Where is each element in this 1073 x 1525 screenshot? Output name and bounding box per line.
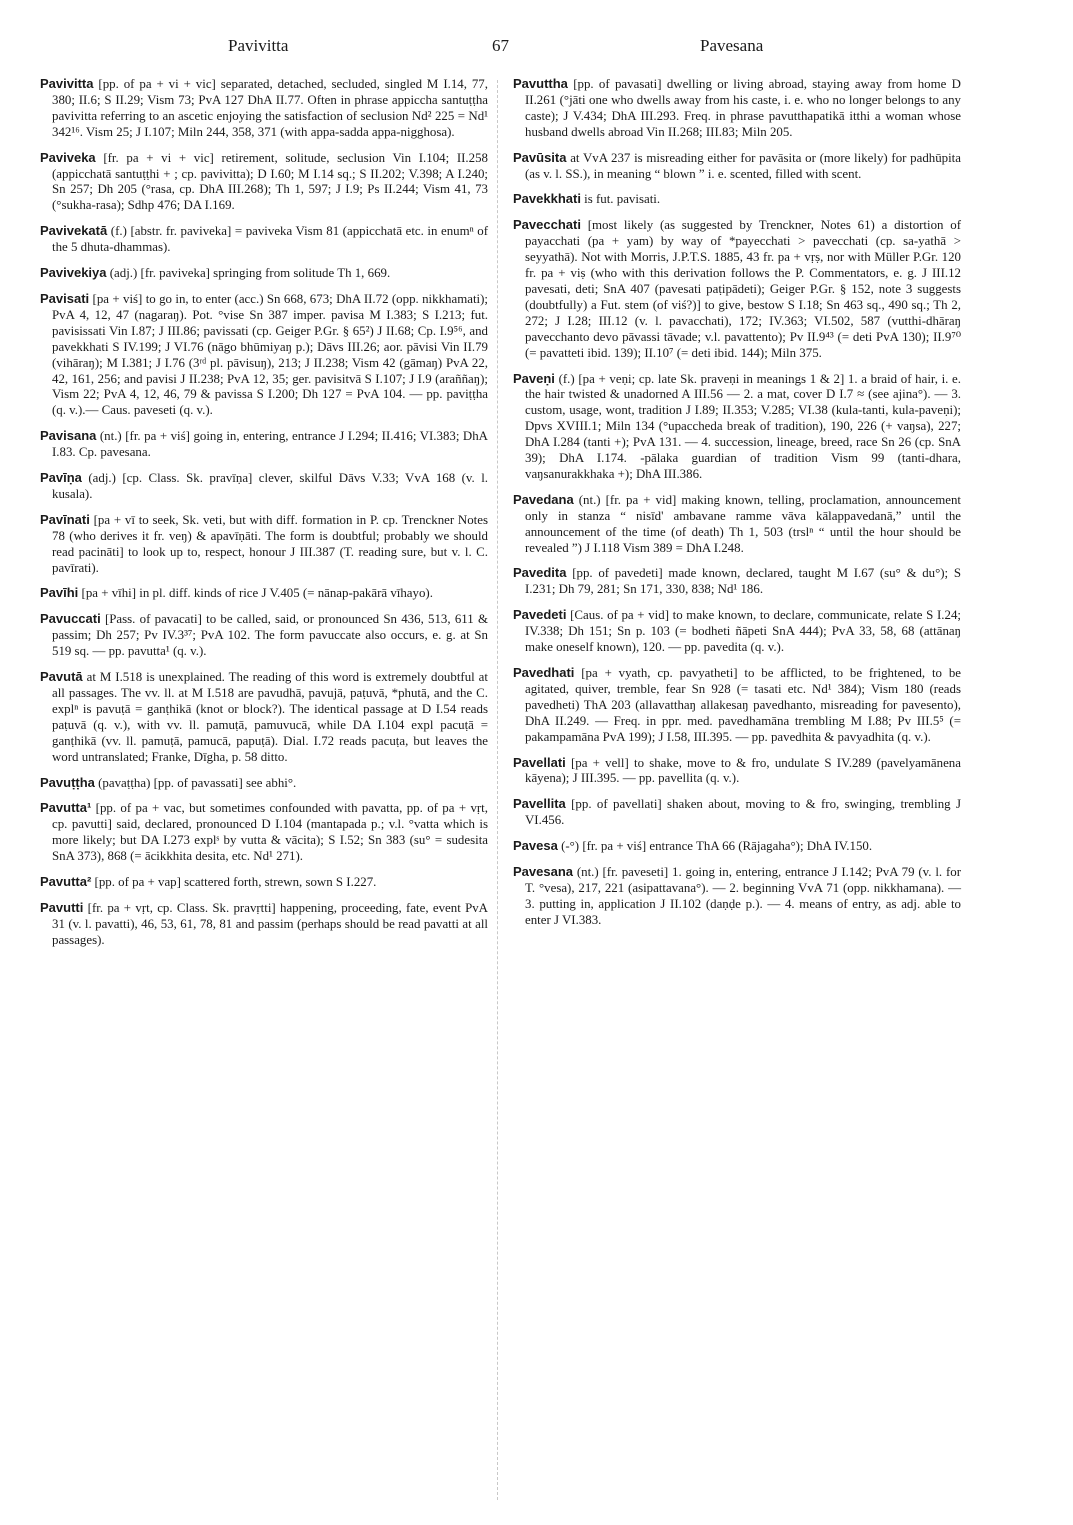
dictionary-entry — [40, 800, 488, 865]
entry-headword: Pavīhi — [40, 585, 79, 601]
entry-headword: Pavutta² — [40, 874, 92, 890]
entry-body: (nt.) [fr. pa + viś] going in, entering, entrance J I.294; II.416; VI.383; DhA I.83. Cp. pavesana. — [52, 429, 488, 460]
entry-body: [most likely (as suggested by Trenckner, Notes 61) a distortion of payacchati (pa + yam) by way of *payecchati > pavecchati (cp. sa-yathā > seyyathā). Not with Morris, J.P.T.S. 1885, 43 fr. pa + vṛṣ, nor with Müller P.Gr. 120 fr. pa + viṣ (who with this derivation follows the P. Commentators, e. g. J III.12 pavesati, deti; SnA 407 (pavesati paṭipādeti); Geiger P.Gr. § 152, note 3 suggests (doubtfully) a Fut. stem (of viś?)] to give, bestow S I.18; Sn 463 sq., 490 sq.; Th 2, 272; J I.28; III.12 (v. l. pavacchati), 172; IV.363; VI.502, 587 (vutthi-dhāraŋ pavecchanto devo pāvassi tāvade; v.l. pavattento); Pv II.9⁴³ (= deti PvA 130); II.9⁷⁰ (= pavatteti ibid. 139); II.10⁷ (= deti ibid. 144); Miln 375. — [525, 218, 961, 360]
entry-body: [pp. of pavedeti] made known, declared, taught M I.67 (su° & du°); S I.231; Dh 79, 281; Sn 171, 330, 838; Nd¹ 186. — [525, 566, 961, 597]
column-divider — [497, 80, 498, 1500]
entry-body: (f.) [pa + veṇi; cp. late Sk. praveṇi in meanings 1 & 2] 1. a braid of hair, i. e. the hair twisted & unadorned A III.56 — 2. a mat, cover D I.7 ≈ (see ajina°). — 3. custom, usage, wont, tradition J I.89; II.353; V.285; VI.38 (kula-tanti, kula-paveṇi); Dpvs XVIII.1; Miln 134 (°upaccheda break of tradition), 190, 226 (+ vaŋsa), 227; DhA I.284 (tanti +); PvA 131. — 4. succession, lineage, breed, race Sn 26 (cp. SnA 39); DhA I.174. -pālaka guardian of tradition Vism 99 (tanti-dhara, vaŋsanurakkhaka +); DhA III.386. — [525, 371, 961, 481]
entry-headword: Pavutti — [40, 899, 84, 915]
dictionary-entry — [513, 217, 961, 361]
entry-headword: Pavivitta — [40, 76, 94, 91]
dictionary-entry — [40, 265, 488, 282]
entry-body: at M I.518 is unexplained. The reading of this word is extremely doubtful at all passages. The vv. ll. at M I.518 are pavudhā, pavujā, paṭuvā, *phutā, and the C. explⁿ is pavuṭā = ganṭhikā (knot or block?). The identical passage at D I.54 reads paṭuvā (q. v.), with vv. ll. pamuṭā, pamuvucā, while DA I.104 expl pacuṭā = ganṭhikā (vv. ll. pamuṭā, pamucā, papuṭā). Dial. I.72 reads pacuṭa, but leaves the word untranslated; Franke, Dīgha, p. 58 ditto. — [52, 670, 488, 764]
dictionary-entry — [513, 371, 961, 483]
dictionary-entry — [40, 669, 488, 765]
dictionary-entry — [40, 611, 488, 660]
entry-headword: Paveṇi — [513, 370, 555, 386]
dictionary-entry — [513, 565, 961, 598]
entry-body: [Pass. of pavacati] to be called, said, or pronounced Sn 436, 513, 611 & passim; Dh 257; Pv IV.3³⁷; PvA 102. The form pavuccate also occurs, e. g. at Sn 519 sq. — pp. pavutta¹ (q. v.). — [52, 612, 488, 659]
entry-headword: Pavekkhati — [513, 191, 581, 207]
entry-headword: Pavedeti — [513, 607, 567, 623]
entry-body: [pa + vīhi] in pl. diff. kinds of rice J V.405 (= nānap-pakārā vīhayo). — [81, 586, 433, 601]
entry-headword: Pavisati — [40, 290, 90, 306]
dictionary-entry — [40, 900, 488, 949]
dictionary-entry — [40, 874, 488, 891]
dictionary-entry — [513, 492, 961, 557]
entry-body: [fr. pa + vṛt, cp. Class. Sk. pravṛtti] happening, proceeding, fate, event PvA 31 (v. l. pavatti), 46, 53, 61, 78, 81 and passim (perhaps should be read pavatti at all passages). — [52, 900, 488, 947]
entry-headword: Pavesana — [513, 864, 573, 880]
dictionary-entry — [40, 291, 488, 419]
entry-headword: Pavecchati — [513, 217, 581, 233]
entry-body: (nt.) [fr. paveseti] 1. going in, entering, entrance J I.142; PvA 79 (v. l. for T. °vesa), 217, 221 (asipattavana°). — 2. beginning VvA 71 (opp. nikkhamana). — 3. putting in, application J II.102 (daṇḍe p.). — 4. means of entry, as adj. able to enter J VI.383. — [525, 865, 961, 927]
entry-body: [pa + vyath, cp. pavyatheti] to be afflicted, to be frightened, to be agitated, quiver, tremble, fear Sn 928 (= tasati etc. Nd¹ 384); Vism 180 (reads pavedheti) ThA 203 (allavatthaŋ allakesaŋ pavedhanto, misreading for pavesento), DhA II.249. — Freq. in ppr. med. pavedhamāna trembling M I.88; Pv III.5⁵ (= pakampamāna PvA 199); J I.58, III.395. — pp. pavedhita & pavyadhita (q. v.). — [525, 666, 961, 744]
dictionary-entry — [513, 665, 961, 746]
entry-body: is fut. pavisati. — [584, 192, 661, 207]
header-right-guideword: Pavesana — [700, 36, 764, 55]
entry-body: [pp. of pavellati] shaken about, moving to & fro, swinging, trembling J VI.456. — [525, 797, 961, 828]
entry-body: (-°) [fr. pa + viś] entrance ThA 66 (Rājagaha°); DhA IV.150. — [561, 839, 873, 854]
dictionary-entry — [513, 76, 961, 141]
right-column — [513, 76, 961, 938]
entry-body: [pp. of pa + vac, but sometimes confounded with pavatta, pp. of pa + vṛt, cp. pavutti] said, declared, pronounced D I.104 (mantapada p.; v.l. °vatta which is more likely; but DA I.273 explˢ by vutta & vācita); S I.52; Sn 383 (su° = sudesita SnA 373), 868 (= ācikkhita desita, etc. Nd¹ 271). — [52, 801, 488, 864]
entry-headword: Pavisana — [40, 428, 97, 444]
entry-body: (pavaṭṭha) [pp. of pavassati] see abhi°. — [98, 775, 297, 790]
entry-headword: Pavedhati — [513, 665, 575, 680]
entry-body: (adj.) [fr. paviveka] springing from solitude Th 1, 669. — [109, 266, 391, 281]
dictionary-entry — [513, 838, 961, 855]
entry-headword: Pavellita — [513, 796, 566, 812]
entry-body: [Caus. of pa + vid] to make known, to declare, communicate, relate S I.24; IV.338; Dh 151; Sn p. 103 (= bodheti ñāpeti SnA 444); PvA 33, 58, 68 (attānaŋ make oneself known), 120. — pp. pavedita (q. v.). — [525, 608, 961, 655]
entry-headword: Pavivekiya — [40, 265, 107, 281]
dictionary-entry — [40, 512, 488, 577]
entry-headword: Pavutta¹ — [40, 800, 92, 816]
dictionary-entry — [40, 470, 488, 503]
header-left-guideword: Pavivitta — [228, 36, 289, 55]
entry-body: (nt.) [fr. pa + vid] making known, telling, proclamation, announcement only in stanza “ nisīd' ambavane ramme vāva kālappavedanā,” until the announcement of the time (of death) Th 1, 503 (trslⁿ “ until the hour should be revealed ”) J I.118 Vism 389 = DhA I.248. — [525, 492, 962, 555]
page-number: 67 — [492, 36, 509, 55]
entry-body: [pa + vell] to shake, move to & fro, undulate S IV.289 (pavelyamānena kāyena); J III.395. — pp. pavellita (q. v.). — [525, 755, 961, 786]
dictionary-entry — [40, 223, 488, 256]
entry-body: [pp. of pa + vi + vic] separated, detached, secluded, singled M I.14, 77, 380; II.6; S II.29; Vism 73; PvA 127 DhA II.77. Often in phrase appiccha santuṭṭha pavivitta referring to an ascetic enjoying the satisfaction of seclusion Nd² 225 = Nd¹ 342¹⁶. Vism 25; J I.107; Miln 244, 358, 371 (with appa-sadda appa-nigghosa). — [52, 77, 488, 139]
entry-body: [pp. of pavasati] dwelling or living abroad, staying away from home D II.261 (°jāti one who dwells away from his caste, i. e. who no longer belongs to any caste); J V.434; DhA III.293. Freq. in phrase pavutthapatikā itthi a woman whose husband dwells abroad Vin II.268; III.83; Miln 205. — [525, 77, 961, 139]
entry-headword: Pavutā — [40, 669, 83, 685]
entry-headword: Pavesa — [513, 838, 558, 854]
entry-headword: Pavedana — [513, 491, 574, 507]
left-column — [40, 76, 488, 958]
dictionary-entry — [513, 150, 961, 183]
entry-body: (f.) [abstr. fr. paviveka] = paviveka Vism 81 (appicchatā etc. in enumⁿ of the 5 dhuta-dhammas). — [52, 224, 488, 255]
entry-headword: Paviveka — [40, 149, 96, 165]
dictionary-entry — [40, 150, 488, 215]
dictionary-entry — [513, 755, 961, 788]
dictionary-entry — [40, 76, 488, 141]
entry-headword: Pavedita — [513, 565, 567, 581]
entry-body: (adj.) [cp. Class. Sk. pravīṇa] clever, skilful Dāvs V.33; VvA 168 (v. l. kusala). — [52, 471, 488, 501]
entry-headword: Pavuccati — [40, 611, 101, 627]
entry-headword: Pavellati — [513, 754, 566, 770]
dictionary-entry — [513, 796, 961, 829]
dictionary-entry — [513, 864, 961, 929]
entry-headword: Pavivekatā — [40, 223, 108, 239]
entry-body: [fr. pa + vi + vic] retirement, solitude, seclusion Vin I.104; II.258 (appicchatā santuṭṭhi + ; cp. pavivitta); D I.60; M I.14 sq.; S II.202; V.398; A I.240; Sn 257; Dh 205 (°rasa, cp. DhA III.268); Th 1, 597; J I.9; Ps II.244; Vism 41, 73 (°sukha-rasa); Sdhp 476; DA I.169. — [52, 150, 488, 213]
entry-headword: Pavuṭṭha — [40, 774, 95, 790]
dictionary-entry — [40, 428, 488, 461]
entry-body: [pp. of pa + vap] scattered forth, strewn, sown S I.227. — [94, 875, 377, 890]
entry-headword: Pavīṇa — [40, 470, 82, 486]
entry-headword: Pavīnati — [40, 511, 90, 527]
dictionary-entry — [513, 607, 961, 656]
entry-body: [pa + viś] to go in, to enter (acc.) Sn 668, 673; DhA II.72 (opp. nikkhamati); PvA 4, 12, 47 (nagaraŋ). Pot. °vise Sn 387 imper. pavisa M I.383; S I.213; fut. pavisissati Vin I.87; J III.86; pavissati (cp. Geiger P.Gr. § 65²) J II.68; Cp. I.9⁵⁶, and pavekkhati S IV.199; J VI.76 (nāgo bhūmiyaŋ p.); Dāvs III.26; aor. pāvisi Vin II.79 (vihāraŋ); M I.381; J I.76 (3ʳᵈ pl. pāvisuŋ), 213; J II.238; Vism 42 (gāmaŋ) PvA 22, 42, 161, 256; and pavisi J II.238; PvA 12, 35; ger. pavisitvā S I.107; J I.9 (araññaŋ); Vism 22; PvA 4, 12, 46, 79 & pavissa S I.200; Dh 127 = PvA 104. — pp. paviṭṭha (q. v.).— Caus. paveseti (q. v.). — [52, 291, 488, 418]
page-header — [40, 36, 1040, 60]
dictionary-entry — [513, 191, 961, 208]
dictionary-entry — [40, 585, 488, 602]
dictionary-entry — [40, 775, 488, 792]
entry-headword: Pavuttha — [513, 76, 568, 91]
entry-body: [pa + vī to seek, Sk. veti, but with diff. formation in P. cp. Trenckner Notes 78 (who derives it fr. veŋ) & apavīṇāti. The form is doubtful; probably we should read pacināti] to look up to, respect, honour J III.387 (T. reading sure, but v. l. C. pavīrati). — [52, 512, 488, 575]
entry-body: at VvA 237 is misreading either for pavāsita or (more likely) for padhūpita (as v. l. SS.), in meaning “ blown ” i. e. scented, filled with scent. — [525, 150, 961, 181]
entry-headword: Pavūsita — [513, 149, 567, 165]
